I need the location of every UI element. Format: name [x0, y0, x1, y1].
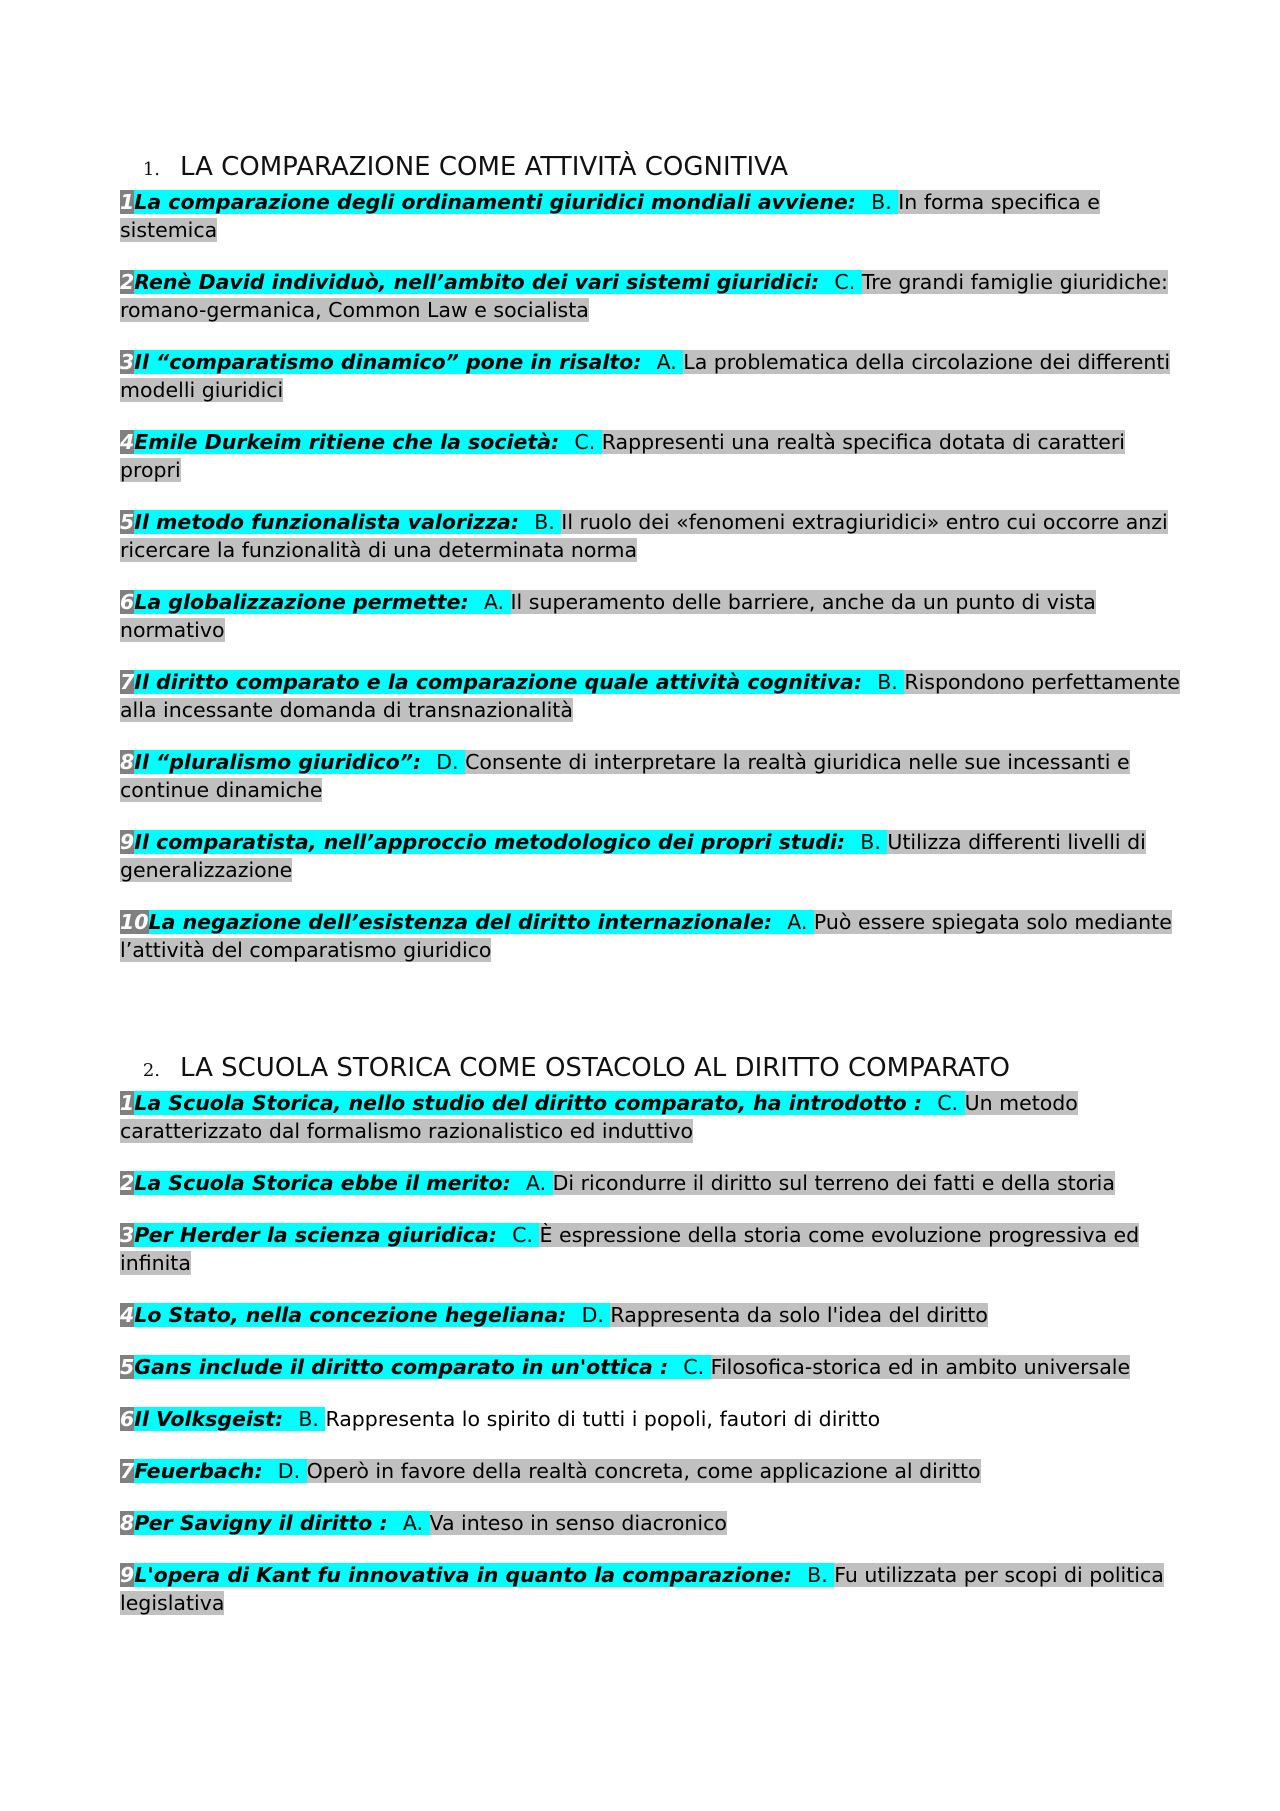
item-number: 3: [120, 1223, 135, 1247]
quiz-item: [120, 1301, 1180, 1329]
quiz-item: [120, 508, 1180, 564]
section-heading: [120, 152, 1180, 182]
section-1: [120, 152, 1180, 988]
question-text: Il metodo funzionalista valorizza:: [134, 510, 527, 534]
item-number: 1: [120, 190, 135, 214]
question-text: Il comparatista, nell’approccio metodologico dei propri studi:: [134, 830, 853, 854]
answer-option: A.: [395, 1511, 430, 1535]
quiz-item: [120, 428, 1180, 484]
answer-text: Va inteso in senso diacronico: [429, 1511, 727, 1535]
item-number: 6: [120, 590, 135, 614]
answer-option: B.: [799, 1563, 834, 1587]
answer-text: Rappresenta lo spirito di tutti i popoli, fautori di diritto: [325, 1407, 881, 1431]
item-number: 9: [120, 830, 135, 854]
answer-text: Di ricondurre il diritto sul terreno dei fatti e della storia: [552, 1171, 1115, 1195]
answer-text: Rappresenti una realtà specifica dotata di caratteri propri: [120, 430, 1125, 482]
item-number: 9: [120, 1563, 135, 1587]
question-text: Il “comparatismo dinamico” pone in risalto:: [134, 350, 649, 374]
answer-text: È espressione della storia come evoluzione progressiva ed infinita: [120, 1223, 1140, 1275]
answer-option: B.: [290, 1407, 325, 1431]
quiz-item: [120, 188, 1180, 244]
question-text: Emile Durkeim ritiene che la società:: [134, 430, 567, 454]
answer-option: A.: [649, 350, 684, 374]
item-number: 6: [120, 1407, 135, 1431]
answer-text: Il ruolo dei «fenomeni extragiuridici» entro cui occorre anzi ricercare la funzionalità di una determinata norma: [120, 510, 1168, 562]
answer-text: Un metodo caratterizzato dal formalismo razionalistico ed induttivo: [120, 1091, 1078, 1143]
item-number: 2: [120, 270, 135, 294]
answer-text: Rispondono perfettamente alla incessante domanda di transnazionalità: [120, 670, 1180, 722]
quiz-item: [120, 668, 1180, 724]
item-number: 7: [120, 670, 135, 694]
answer-option: B.: [869, 670, 904, 694]
quiz-item: [120, 1509, 1180, 1537]
answer-option: C.: [504, 1223, 539, 1247]
quiz-item: [120, 1169, 1180, 1197]
item-number: 4: [120, 430, 135, 454]
item-number: 8: [120, 750, 135, 774]
answer-option: C.: [929, 1091, 964, 1115]
question-text: Gans include il diritto comparato in un'ottica :: [134, 1355, 676, 1379]
answer-text: In forma specifica e sistemica: [120, 190, 1100, 242]
answer-option: C.: [566, 430, 601, 454]
question-text: Il “pluralismo giuridico”:: [134, 750, 429, 774]
question-text: Per Savigny il diritto :: [134, 1511, 395, 1535]
item-number: 5: [120, 1355, 135, 1379]
quiz-item: [120, 268, 1180, 324]
quiz-item: [120, 1221, 1180, 1277]
section-number: 2.: [142, 1060, 160, 1081]
question-text: La negazione dell’esistenza del diritto internazionale:: [148, 910, 780, 934]
answer-option: C.: [826, 270, 861, 294]
section-title: LA SCUOLA STORICA COME OSTACOLO AL DIRITTO COMPARATO: [180, 1053, 1010, 1083]
question-text: Il diritto comparato e la comparazione quale attività cognitiva:: [134, 670, 870, 694]
answer-text: Può essere spiegata solo mediante l’attività del comparatismo giuridico: [120, 910, 1172, 962]
answer-option: B.: [526, 510, 561, 534]
answer-text: Rappresenta da solo l'idea del diritto: [610, 1303, 988, 1327]
question-text: Renè David individuò, nell’ambito dei vari sistemi giuridici:: [134, 270, 827, 294]
item-number: 8: [120, 1511, 135, 1535]
section-2: [120, 1053, 1180, 1641]
quiz-item: [120, 908, 1180, 964]
question-text: La comparazione degli ordinamenti giuridici mondiali avviene:: [134, 190, 864, 214]
answer-text: Utilizza differenti livelli di generalizzazione: [120, 830, 1146, 882]
answer-option: D.: [574, 1303, 611, 1327]
quiz-item: [120, 1457, 1180, 1485]
quiz-item: [120, 748, 1180, 804]
answer-text: Fu utilizzata per scopi di politica legislativa: [120, 1563, 1164, 1615]
answer-option: B.: [863, 190, 898, 214]
question-text: La globalizzazione permette:: [134, 590, 476, 614]
quiz-item: [120, 1561, 1180, 1617]
section-heading: [120, 1053, 1180, 1083]
section-number: 1.: [142, 159, 160, 180]
answer-text: Filosofica-storica ed in ambito universale: [710, 1355, 1131, 1379]
question-text: Feuerbach:: [134, 1459, 270, 1483]
answer-text: Consente di interpretare la realtà giuridica nelle sue incessanti e continue dinamiche: [120, 750, 1130, 802]
answer-text: La problematica della circolazione dei differenti modelli giuridici: [120, 350, 1171, 402]
answer-text: Il superamento delle barriere, anche da un punto di vista normativo: [120, 590, 1096, 642]
item-number: 4: [120, 1303, 135, 1327]
question-text: La Scuola Storica ebbe il merito:: [134, 1171, 518, 1195]
item-number: 3: [120, 350, 135, 374]
answer-option: C.: [675, 1355, 710, 1379]
answer-option: A.: [518, 1171, 553, 1195]
answer-option: A.: [779, 910, 814, 934]
question-text: Il Volksgeist:: [134, 1407, 291, 1431]
quiz-item: [120, 1353, 1180, 1381]
item-number: 5: [120, 510, 135, 534]
section-title: LA COMPARAZIONE COME ATTIVITÀ COGNITIVA: [180, 152, 789, 182]
quiz-item: [120, 1405, 1180, 1433]
answer-option: D.: [270, 1459, 307, 1483]
answer-text: Operò in favore della realtà concreta, come applicazione al diritto: [306, 1459, 981, 1483]
item-number: 10: [120, 910, 149, 934]
question-text: La Scuola Storica, nello studio del diritto comparato, ha introdotto :: [134, 1091, 930, 1115]
quiz-item: [120, 1089, 1180, 1145]
answer-option: A.: [476, 590, 511, 614]
answer-option: D.: [428, 750, 465, 774]
quiz-item: [120, 588, 1180, 644]
item-number: 7: [120, 1459, 135, 1483]
answer-option: B.: [852, 830, 887, 854]
answer-text: Tre grandi famiglie giuridiche: romano-germanica, Common Law e socialista: [120, 270, 1168, 322]
item-number: 2: [120, 1171, 135, 1195]
item-number: 1: [120, 1091, 135, 1115]
question-text: Per Herder la scienza giuridica:: [134, 1223, 505, 1247]
question-text: L'opera di Kant fu innovativa in quanto la comparazione:: [134, 1563, 800, 1587]
quiz-item: [120, 348, 1180, 404]
quiz-item: [120, 828, 1180, 884]
question-text: Lo Stato, nella concezione hegeliana:: [134, 1303, 574, 1327]
